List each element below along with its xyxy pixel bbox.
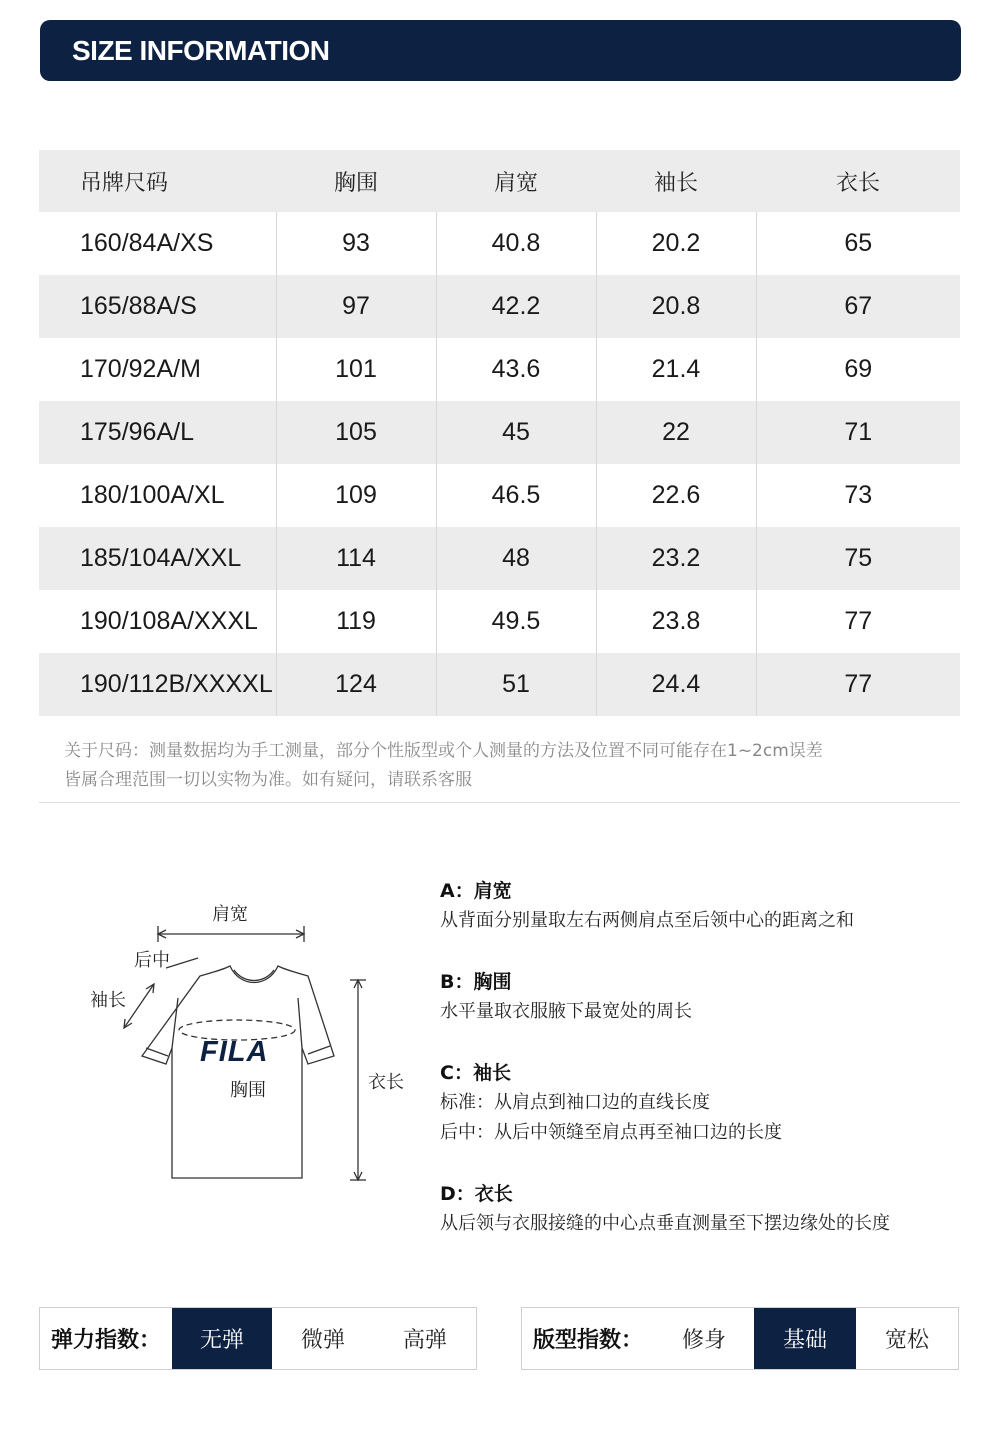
tshirt-diagram [80,880,420,1200]
table-row [39,464,960,527]
sleeve-label: 袖长 [90,990,126,1011]
cell-chest: 109 [276,464,436,527]
page-title: SIZE INFORMATION [72,35,330,66]
shoulder-label: 肩宽 [212,904,248,925]
cell-chest: 119 [276,590,436,653]
definition-title: C：袖长 [440,1062,511,1084]
cell-length: 77 [756,653,960,716]
note-line: 皆属合理范围一切以实物为准。如有疑问，请联系客服 [64,770,472,790]
elasticity-option-none[interactable]: 无弹 [172,1308,272,1369]
definition-title: A：肩宽 [440,880,512,902]
fit-option-regular[interactable]: 基础 [754,1308,856,1369]
cell-size: 160/84A/XS [80,229,214,257]
size-table [39,150,960,716]
cell-length: 75 [756,527,960,590]
cell-size: 165/88A/S [39,275,276,338]
cell-size: 180/100A/XL [80,481,225,509]
cell-sleeve: 20.2 [596,212,756,275]
definition-title: D：衣长 [440,1183,513,1205]
table-row [39,212,960,275]
definition-length [440,1179,980,1239]
definition-text: 水平量取衣服腋下最宽处的周长 [440,1001,692,1022]
cell-size: 190/108A/XXXL [80,607,258,635]
cell-shoulder: 49.5 [436,590,596,653]
length-label: 衣长 [368,1072,404,1093]
cell-sleeve: 22 [596,401,756,464]
column-header-size: 吊牌尺码 [39,150,276,212]
cell-chest: 93 [276,212,436,275]
fit-index [521,1307,959,1370]
fila-logo: FILA [200,1036,269,1068]
fit-option-slim[interactable]: 修身 [681,1328,726,1353]
definition-title: B：胸围 [440,971,512,993]
fit-option-loose[interactable]: 宽松 [884,1328,929,1353]
cell-shoulder: 45 [436,401,596,464]
cell-length: 71 [756,401,960,464]
cell-sleeve: 24.4 [596,653,756,716]
back-center-label: 后中 [134,950,170,971]
table-row [39,653,960,716]
definition-text: 从背面分别量取左右两侧肩点至后领中心的距离之和 [440,910,854,931]
cell-size: 185/104A/XXL [39,527,276,590]
column-header-length: 衣长 [756,150,960,212]
definition-chest [440,967,980,1027]
cell-chest: 101 [276,338,436,401]
table-row [39,338,960,401]
cell-shoulder: 48 [436,527,596,590]
definition-text: 后中：从后中领缝至肩点再至袖口边的长度 [440,1122,782,1143]
cell-shoulder: 42.2 [436,275,596,338]
cell-sleeve: 21.4 [596,338,756,401]
elasticity-option-high[interactable]: 高弹 [402,1328,447,1353]
cell-chest: 105 [276,401,436,464]
cell-sleeve: 22.6 [596,464,756,527]
cell-chest: 114 [276,527,436,590]
cell-size: 170/92A/M [80,355,201,383]
table-row [39,401,960,464]
definition-text: 标准：从肩点到袖口边的直线长度 [440,1092,710,1113]
cell-length: 67 [756,275,960,338]
column-header-shoulder: 肩宽 [436,150,596,212]
table-row [39,527,960,590]
table-row [39,590,960,653]
cell-chest: 124 [276,653,436,716]
definition-text: 从后领与衣服接缝的中心点垂直测量至下摆边缘处的长度 [440,1213,890,1234]
cell-chest: 97 [276,275,436,338]
elasticity-index [39,1307,477,1370]
note-line: 关于尺码：测量数据均为手工测量，部分个性版型或个人测量的方法及位置不同可能存在1~2cm误差 [64,741,823,761]
cell-shoulder: 40.8 [436,212,596,275]
cell-size: 190/112B/XXXXL [39,653,276,716]
definition-sleeve [440,1058,980,1148]
cell-length: 69 [756,338,960,401]
cell-sleeve: 23.8 [596,590,756,653]
column-header-chest: 胸围 [276,150,436,212]
table-row [39,275,960,338]
cell-shoulder: 51 [436,653,596,716]
chest-label: 胸围 [230,1080,266,1101]
table-header-row [39,150,960,212]
cell-shoulder: 43.6 [436,338,596,401]
column-header-sleeve: 袖长 [596,150,756,212]
elasticity-label: 弹力指数： [50,1328,161,1353]
elasticity-option-slight[interactable]: 微弹 [300,1328,345,1353]
measurement-note [64,737,964,795]
cell-shoulder: 46.5 [436,464,596,527]
fit-label: 版型指数： [532,1328,643,1353]
cell-length: 73 [756,464,960,527]
definition-shoulder [440,876,980,936]
divider [39,802,960,803]
header-bar [40,20,961,81]
definitions [440,876,980,1270]
cell-size: 175/96A/L [39,401,276,464]
cell-sleeve: 23.2 [596,527,756,590]
cell-sleeve: 20.8 [596,275,756,338]
cell-length: 65 [756,212,960,275]
cell-length: 77 [756,590,960,653]
